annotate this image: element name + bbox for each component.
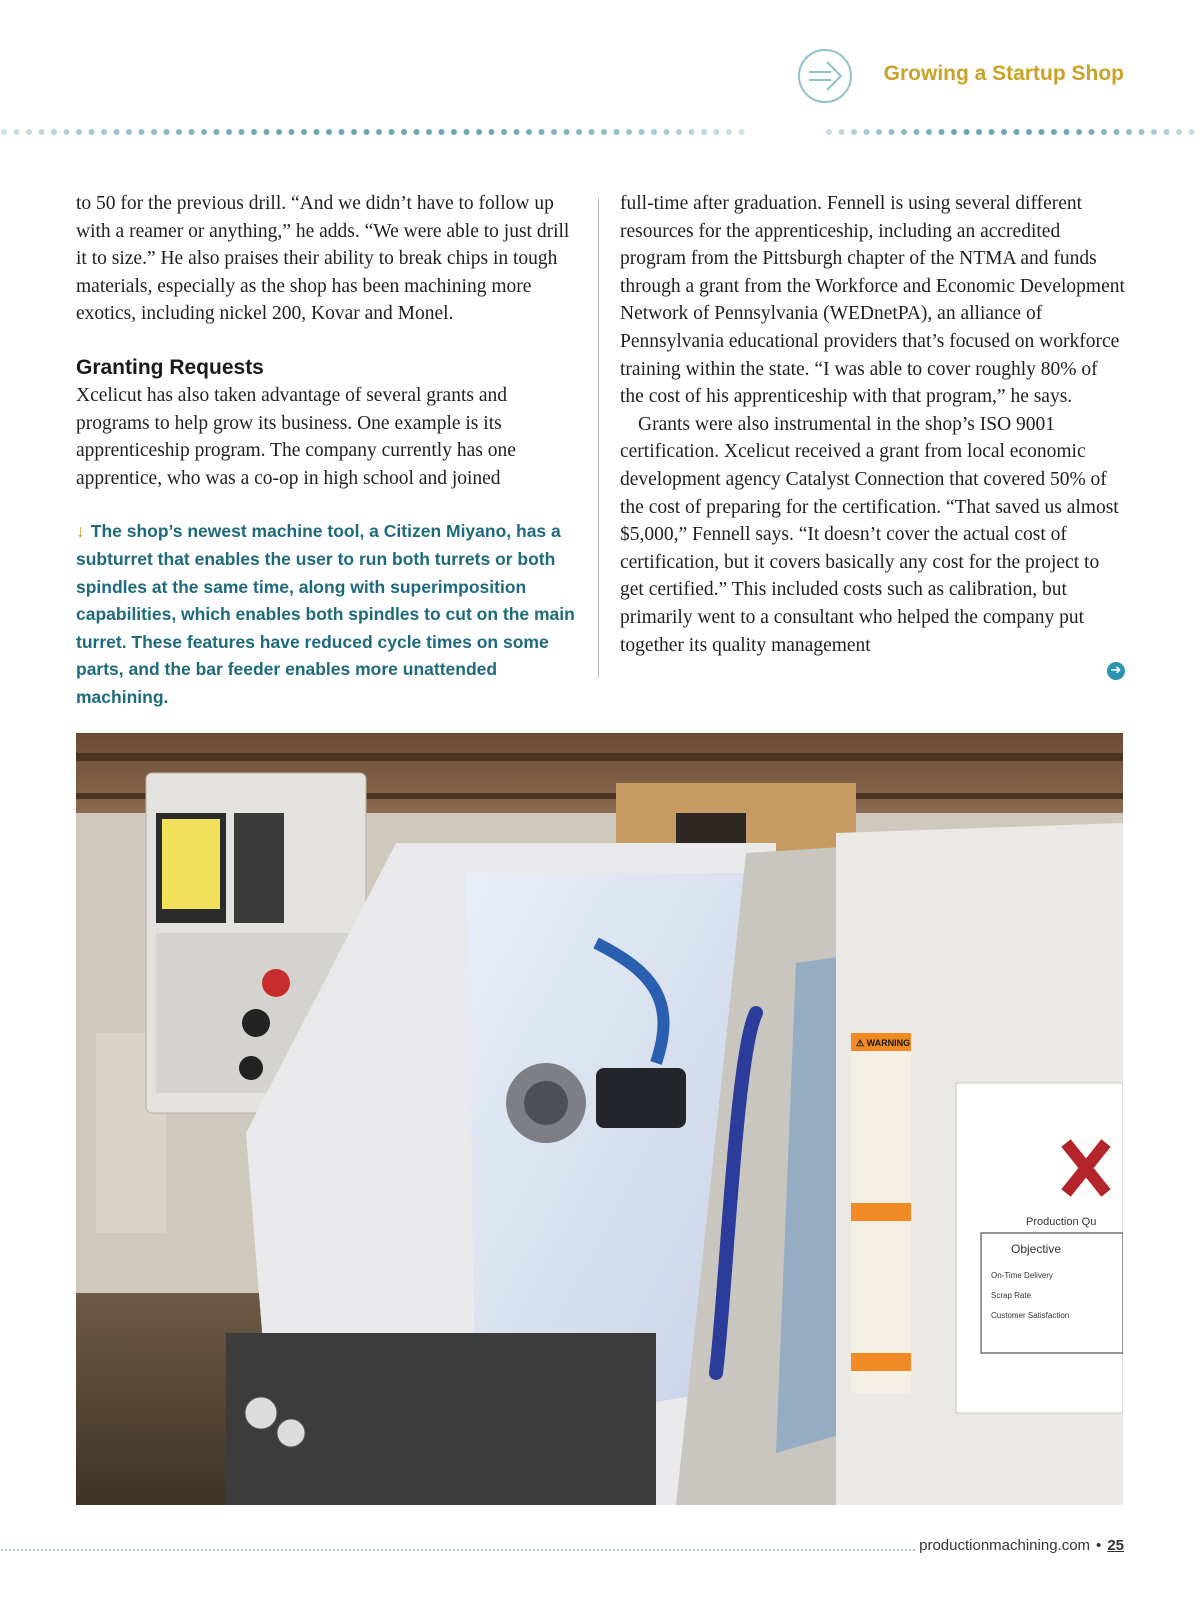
column-divider — [598, 198, 599, 678]
body-paragraph: Grants were also instrumental in the shop’s ISO 9001 certification. Xcelicut received a grant from local economic development agency Catalyst Connection that covered 50% of the cost of preparing for the certification. “That saved us almost $5,000,” Fennell says. “It doesn’t cover the actual cost of certification, but it covers basically any cost for the project to get certified.” This included costs such as calibration, but primarily went to a consultant who helped the company put together its quality management — [620, 413, 1119, 656]
sign-row: Scrap Rate — [991, 1291, 1032, 1300]
sign-row: Customer Satisfaction — [991, 1311, 1070, 1320]
left-column — [76, 190, 576, 712]
body-paragraph: Xcelicut has also taken advantage of several grants and programs to help grow its business. One example is its apprenticeship program. The company currently has one apprentice, who was a co-op in high school and joined — [76, 384, 516, 489]
footer — [919, 1537, 1124, 1554]
warning-label: ⚠ WARNING — [856, 1038, 911, 1048]
dotted-divider — [0, 126, 1200, 138]
footer-separator: • — [1096, 1537, 1102, 1554]
down-arrow-icon: ↓ — [76, 521, 85, 542]
subhead-granting-requests: Granting Requests — [76, 355, 264, 379]
footer-site[interactable]: productionmachining.com — [919, 1537, 1091, 1554]
page-number: 25 — [1107, 1537, 1124, 1554]
footer-dotted-line — [0, 1548, 915, 1552]
arrow-right-circle-icon — [797, 48, 853, 104]
body-paragraph: full-time after graduation. Fennell is using several different resources for the apprenticeship, including an accredited program from the Pittsburgh chapter of the NTMA and funds through a grant from the Workforce and Economic Development Network of Pennsylvania (WEDnetPA), an alliance of Pennsylvania educational providers that’s focused on workforce training within the state. “I was able to cover roughly 80% of the cost of his apprenticeship with that program,” he says. — [620, 193, 1125, 408]
right-column — [620, 190, 1126, 659]
sign-row: On-Time Delivery — [991, 1271, 1053, 1280]
photo-caption — [76, 518, 576, 711]
body-paragraph: to 50 for the previous drill. “And we didn’t have to follow up with a reamer or anything,” he adds. “We were able to just drill it to size.” He also praises their ability to break chips in tough materials, especially as the shop has been machining more exotics, including nickel 200, Kovar and Monel. — [76, 193, 570, 325]
section-title: Growing a Startup Shop — [883, 62, 1124, 85]
machine-photo — [76, 733, 1123, 1505]
continue-arrow-icon[interactable]: ➔ — [1107, 662, 1125, 680]
sign-header: Objective — [1011, 1242, 1062, 1256]
caption-text: The shop’s newest machine tool, a Citizen Miyano, has a subturret that enables the user to run both turrets or both spindles at the same time, along with superimposition capabilities, which enables both spindles to cut on the main turret. These features have reduced cycle times on some parts, and the bar feeder enables more unattended machining. — [76, 521, 575, 707]
sign-title: Production Qu — [1026, 1216, 1097, 1228]
